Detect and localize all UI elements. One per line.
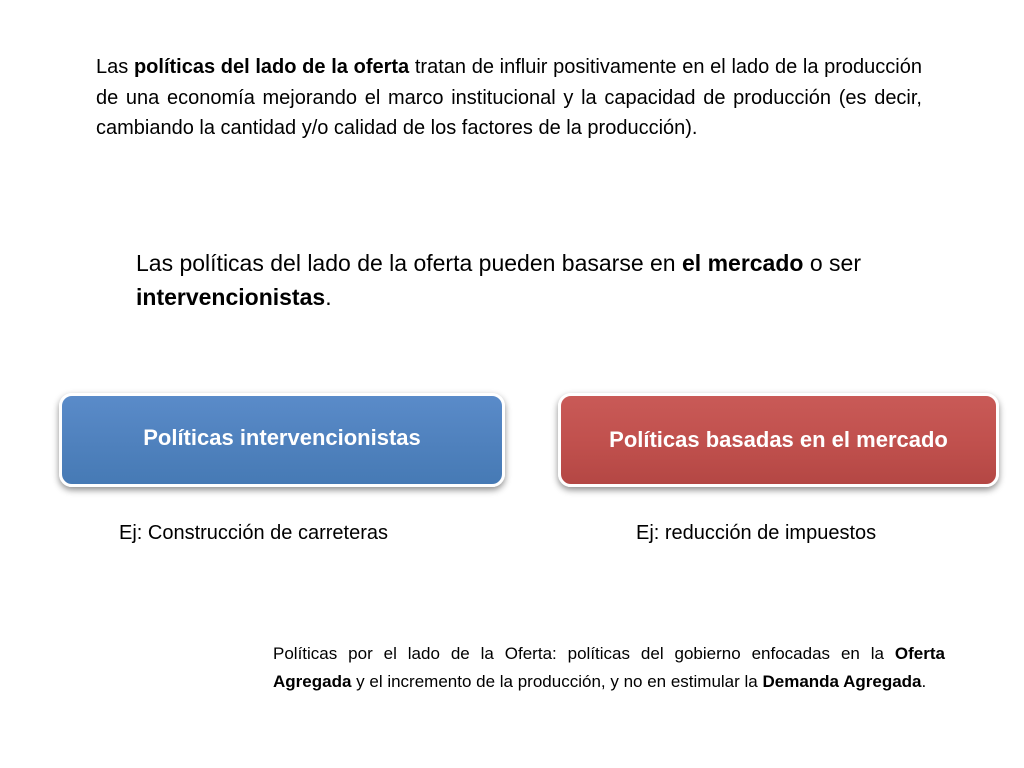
interventionist-example: Ej: Construcción de carreteras <box>119 522 389 544</box>
interventionist-policies-box <box>59 393 505 487</box>
definition-text-pre: Políticas por el lado de la Oferta: políticas del gobierno enfocadas en la <box>273 644 895 663</box>
definition-text-aggregate-supply: Oferta Agregada <box>273 644 945 691</box>
basis-paragraph <box>136 246 926 314</box>
basis-text-pre: Las políticas del lado de la oferta pueden basarse en <box>136 250 682 276</box>
intro-text-pre: Las <box>96 56 134 78</box>
market-policies-label: Políticas basadas en el mercado <box>609 427 948 452</box>
definition-paragraph <box>273 640 945 695</box>
intro-paragraph <box>96 52 922 144</box>
definition-text-post: . <box>921 671 927 691</box>
basis-text-market: el mercado <box>682 250 804 276</box>
market-policies-box <box>558 393 999 487</box>
basis-text-post: . <box>325 284 332 310</box>
interventionist-policies-label: Políticas intervencionistas <box>143 425 421 450</box>
basis-text-mid: o ser <box>803 250 861 276</box>
market-example: Ej: reducción de impuestos <box>636 522 877 544</box>
intro-text-bold: políticas del lado de la oferta <box>133 56 410 78</box>
definition-text-aggregate-demand: Demanda Agregada <box>762 671 922 691</box>
intro-text-post: tratan de influir positivamente en el lado de la producción de una economía mejorando el marco institucional y la capacidad de producción (es decir, cambiando la cantidad y/o calidad de los factores de la producción). <box>96 56 922 139</box>
basis-text-interventionist: intervencionistas <box>136 284 326 310</box>
definition-text-mid: y el incremento de la producción, y no en estimular la <box>351 671 763 691</box>
